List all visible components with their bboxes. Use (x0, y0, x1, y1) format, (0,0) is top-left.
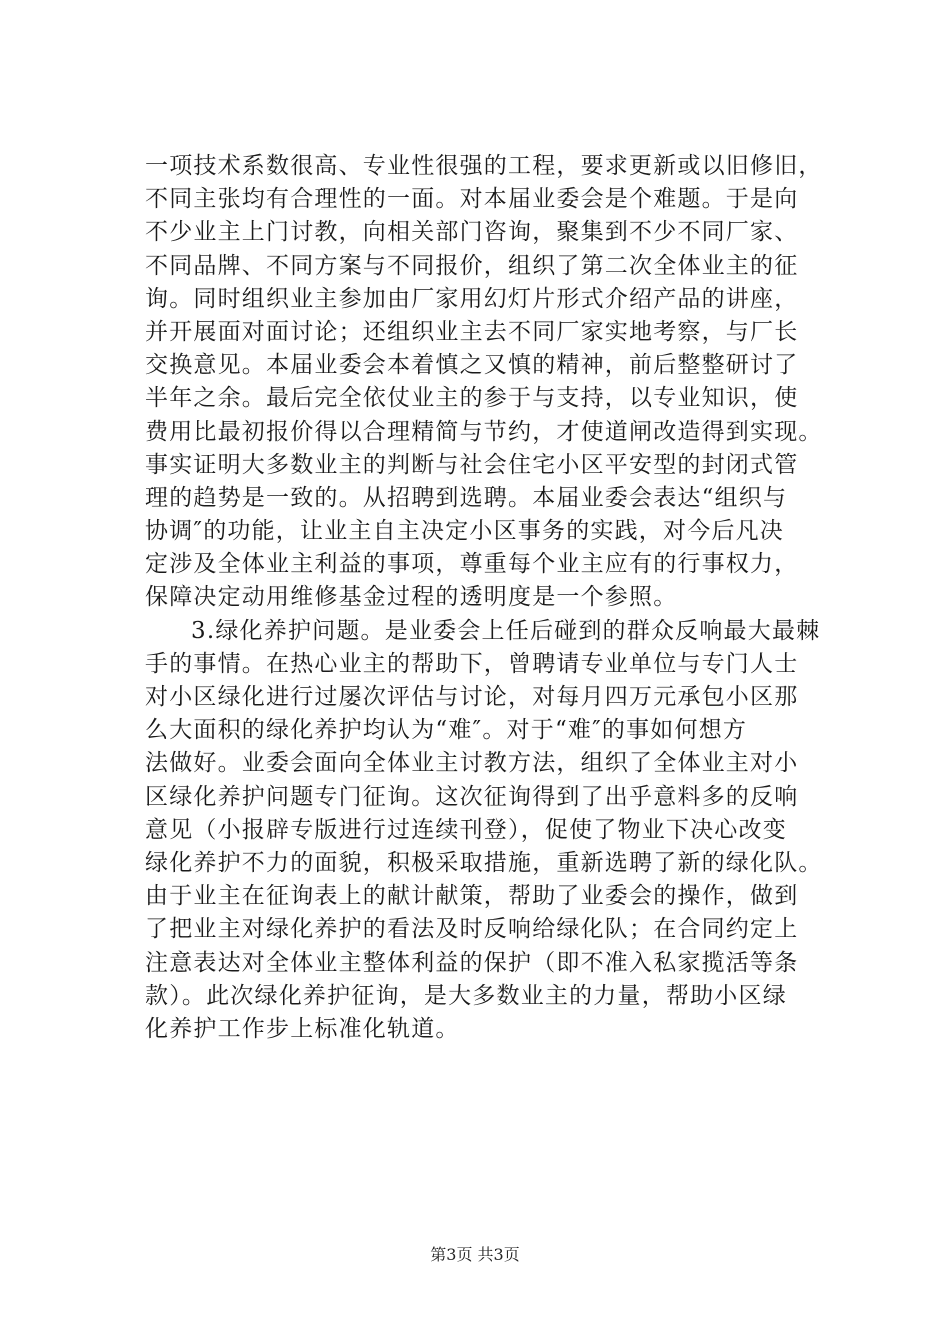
text-line: 协调″的功能，让业主自主决定小区事务的实践，对今后凡决 (145, 518, 784, 545)
text-line: 了把业主对绿化养护的看法及时反响给绿化队；在合同约定上 (145, 916, 799, 943)
text-line: 由于业主在征询表上的献计献策，帮助了业委会的操作，做到 (145, 883, 799, 910)
text-line: 手的事情。在热心业主的帮助下，曾聘请专业单位与专门人士 (145, 650, 799, 677)
text-line: 不少业主上门讨教，向相关部门咨询，聚集到不少不同厂家、 (145, 219, 799, 246)
text-line: 定涉及全体业主利益的事项，尊重每个业主应有的行事权力， (145, 551, 799, 578)
text-line: 一项技术系数很高、专业性很强的工程，要求更新或以旧修旧， (145, 153, 823, 179)
text-line: 理的趋势是一致的。从招聘到选聘。本届业委会表达“组织与 (145, 484, 788, 511)
text-line: 询。同时组织业主参加由厂家用幻灯片形式介绍产品的讲座， (145, 285, 799, 312)
text-line: 么大面积的绿化养护均认为“难″。对于“难″的事如何想方 (145, 717, 748, 744)
text-line: 化养护工作步上标准化轨道。 (145, 1015, 460, 1042)
paragraph-start-line: 3.绿化养护问题。是业委会上任后碰到的群众反响最大最棘 (191, 617, 821, 644)
text-line: 法做好。业委会面向全体业主讨教方法，组织了全体业主对小 (145, 750, 799, 777)
text-line: 半年之余。最后完全依仗业主的参于与支持，以专业知识，使 (145, 385, 799, 412)
text-line: 不同主张均有合理性的一面。对本届业委会是个难题。于是向 (145, 186, 799, 213)
text-line: 交换意见。本届业委会本着慎之又慎的精神，前后整整研讨了 (145, 352, 799, 379)
text-line: 款）。此次绿化养护征询，是大多数业主的力量，帮助小区绿 (145, 982, 787, 1009)
text-line: 意见（小报辟专版进行过连续刊登），促使了物业下决心改变 (145, 816, 787, 843)
text-line: 保障决定动用维修基金过程的透明度是一个参照。 (145, 584, 678, 611)
text-line: 事实证明大多数业主的判断与社会住宅小区平安型的封闭式管 (145, 451, 799, 478)
text-line: 费用比最初报价得以合理精简与节约，才使道闸改造得到实现。 (145, 418, 823, 445)
text-line: 绿化养护不力的面貌，积极采取措施，重新选聘了新的绿化队。 (145, 849, 823, 876)
page-number-footer: 第3页 共3页 (430, 1245, 520, 1264)
text-line: 对小区绿化进行过屡次评估与讨论，对每月四万元承包小区那 (145, 684, 799, 710)
text-line: 并开展面对面讨论；还组织业主去不同厂家实地考察，与厂长 (145, 318, 799, 345)
text-line: 不同品牌、不同方案与不同报价，组织了第二次全体业主的征 (145, 252, 799, 279)
text-line: 区绿化养护问题专门征询。这次征询得到了出乎意料多的反响 (145, 783, 799, 810)
text-line: 注意表达对全体业主整体利益的保护（即不准入私家揽活等条 (145, 949, 799, 976)
document-body (145, 150, 865, 1046)
